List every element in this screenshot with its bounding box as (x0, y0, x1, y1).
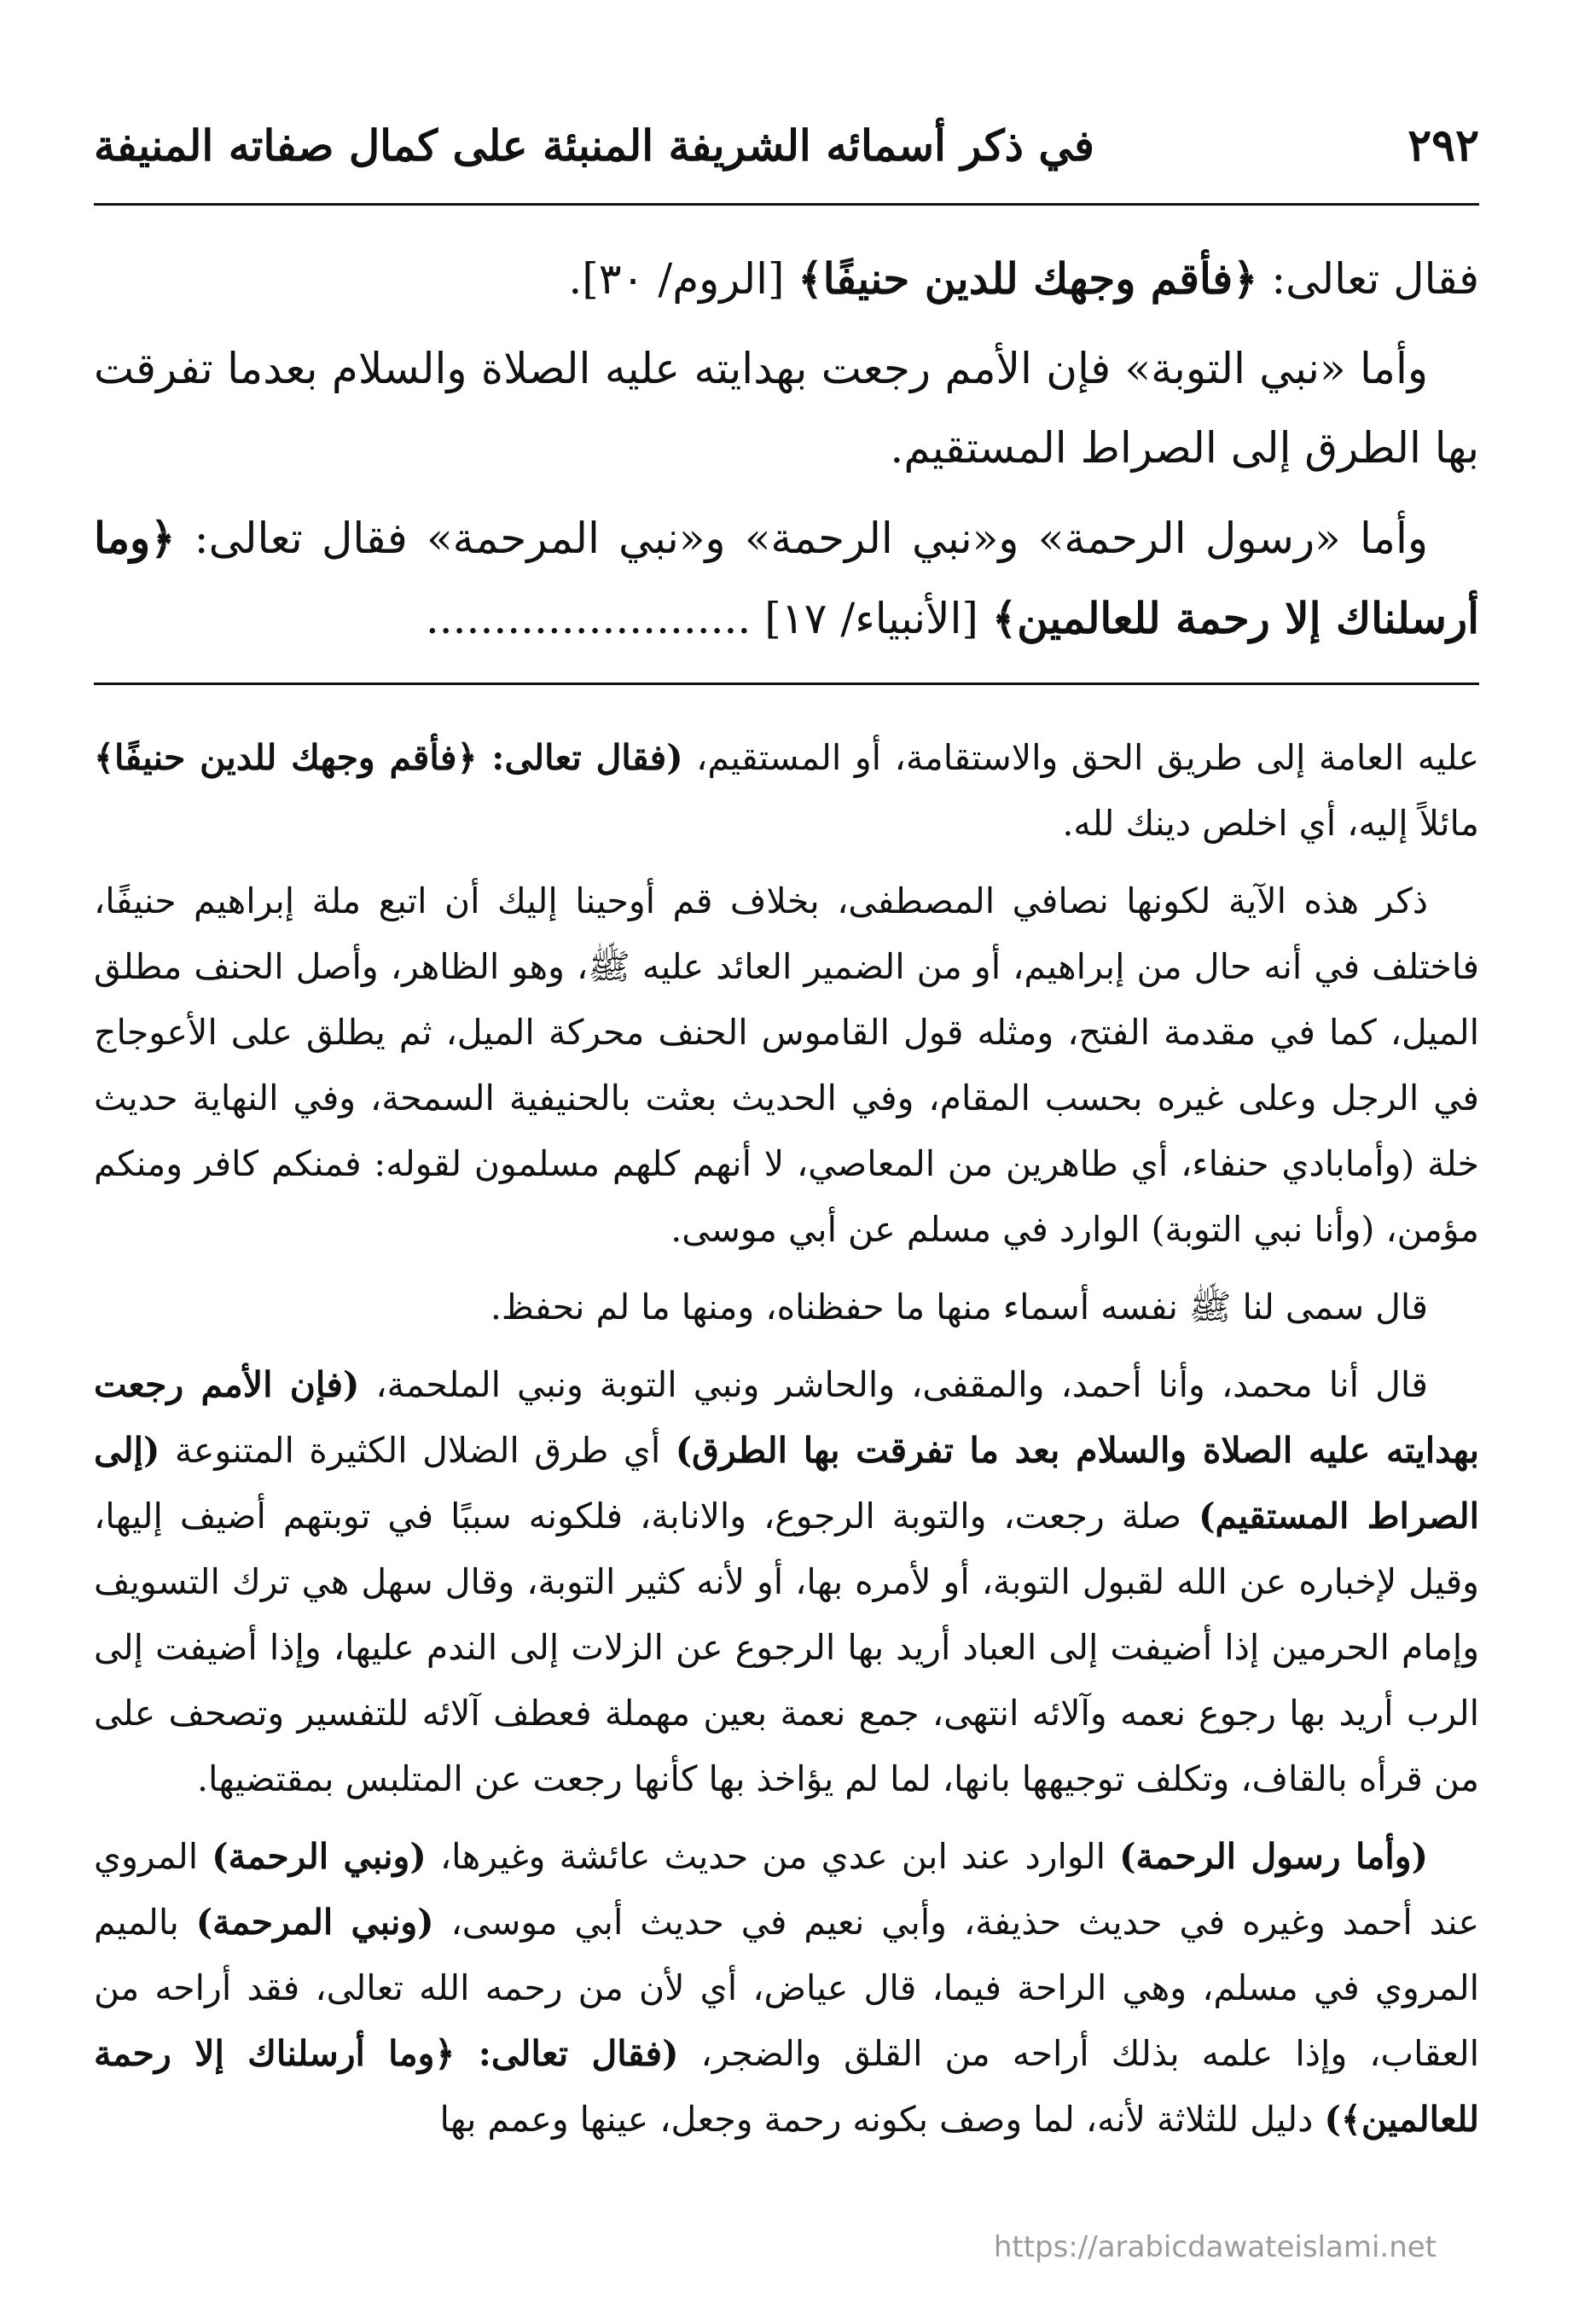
quran-verse: ﴿وما أرسلناك إلا رحمة للعالمين﴾ (94, 513, 1479, 643)
matn-text (94, 239, 1479, 669)
matn-paragraph-3: وأما «رسول الرحمة» و«نبي الرحمة» و«نبي المرحمة» فقال تعالى: ﴿وما أرسلناك إلا رحمة للعالمين﴾ [الأنبياء/ ١٧] ........................ (94, 513, 1479, 643)
dotted-leader: ........................ (425, 594, 752, 643)
header-rule (94, 203, 1479, 206)
sharh-paragraph-1: عليه العامة إلى طريق الحق والاستقامة، أو المستقيم، (فقال تعالى: ﴿فأقم وجهك للدين حنيفًا﴾ مائلاً إليه، أي اخلص دينك لله. (94, 737, 1479, 844)
page-number: ٢٩٢ (1408, 119, 1479, 171)
sharh-text (94, 725, 1479, 2164)
running-title: في ذكر أسمائه الشريفة المنبئة على كمال صفاته المنيفة (94, 119, 1094, 171)
watermark-url: https://arabicdawateislami.net (993, 2230, 1437, 2264)
matn-paragraph-2: وأما «نبي التوبة» فإن الأمم رجعت بهدايته عليه الصلاة والسلام بعدما تفرقت بها الطرق إلى الصراط المستقيم. (94, 344, 1479, 473)
sharh-paragraph-3: قال سمى لنا ﷺ نفسه أسماء منها ما حفظناه، ومنها ما لم نحفظ. (490, 1287, 1428, 1328)
section-divider (94, 683, 1479, 685)
sharh-paragraph-5: (وأما رسول الرحمة) الوارد عند ابن عدي من حديث عائشة وغيرها، (ونبي الرحمة) المروي عند أحمد وغيره في حديث حذيفة، وأبي نعيم في حديث أبي موسى، (ونبي المرحمة) بالميم المروي في مسلم، وهي الراحة فيما، قال عياض، أي لأن من رحمه الله تعالى، فقد أراحه من العقاب، وإذا علمه بذلك أراحه من القلق والضجر، (فقال تعالى: ﴿وما أرسلناك إلا رحمة للعالمين﴾) دليل للثلاثة لأنه، لما وصف بكونه رحمة وجعل، عينها وعمم بها (94, 1836, 1479, 2140)
matn-paragraph-1: فقال تعالى: ﴿فأقم وجهك للدين حنيفًا﴾ [الروم/ ٣٠]. (568, 253, 1479, 304)
sharh-paragraph-4: قال أنا محمد، وأنا أحمد، والمقفى، والحاشر ونبي التوبة ونبي الملحمة، (فإن الأمم رجعت بهدايته عليه الصلاة والسلام بعد ما تفرقت بها الطرق) أي طرق الضلال الكثيرة المتنوعة (إلى الصراط المستقيم) صلة رجعت، والتوبة الرجوع، والانابة، فلكونه سببًا في توبتهم أضيف إليها، وقيل لإخباره عن الله لقبول التوبة، أو لأمره بها، أو لأنه كثير التوبة، وقال سهل هي ترك التسويف وإمام الحرمين إذا أضيفت إلى العباد أريد بها الرجوع عن الزلات إلى الندم عليها، وإذا أضيفت إلى الرب أريد بها رجوع نعمه وآلائه انتهى، جمع نعمة بعين مهملة فعطف آلائه للتفسير وتصحف على من قرأه بالقاف، وتكلف توجيهها بانها، لما لم يؤاخذ بها كأنها رجعت عن المتلبس بمقتضيها. (94, 1364, 1480, 1799)
sharh-paragraph-2: ذكر هذه الآية لكونها نصافي المصطفى، بخلاف قم أوحينا إليك أن اتبع ملة إبراهيم حنيفًا، فاختلف في أنه حال من إبراهيم، أو من الضمير العائد عليه ﷺ، وهو الظاهر، وأصل الحنف مطلق الميل، كما في مقدمة الفتح، ومثله قول القاموس الحنف محركة الميل، ثم يطلق على الأعوجاج في الرجل وعلى غيره بحسب المقام، وفي الحديث بعثت بالحنيفية السمحة، وفي النهاية حديث خلة (وأمابادي حنفاء، أي طاهرين من المعاصي، لا أنهم كلهم مسلمون لقوله: فمنكم كافر ومنكم مؤمن، (وأنا نبي التوبة) الوارد في مسلم عن أبي موسى. (94, 880, 1479, 1250)
quran-verse: ﴿فأقم وجهك للدين حنيفًا﴾ (798, 253, 1258, 304)
page-header (94, 102, 1479, 188)
